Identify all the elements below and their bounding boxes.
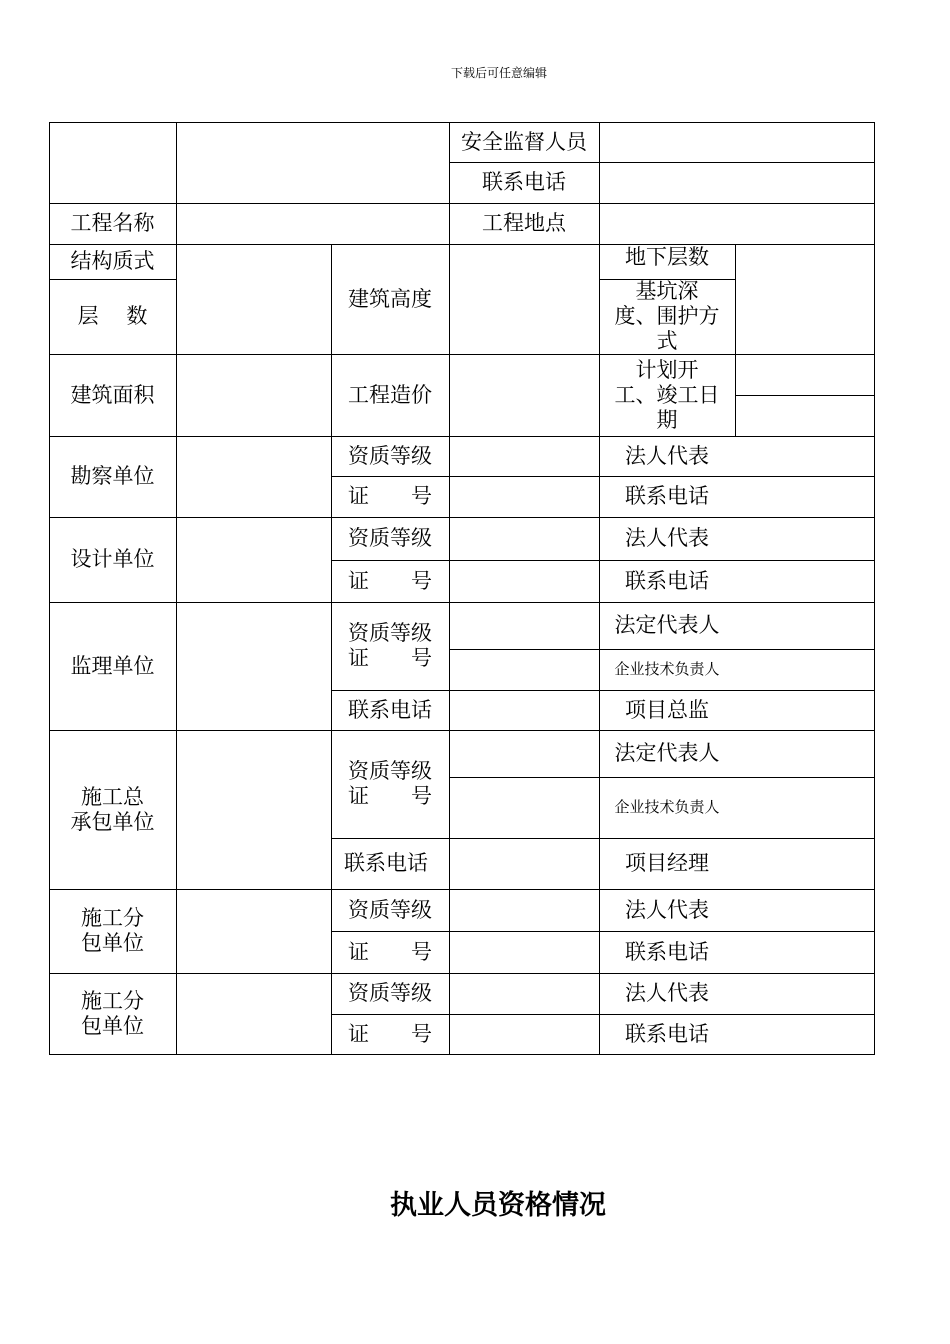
sub1-certificate-field[interactable]	[450, 932, 599, 973]
label-project-name: 工程名称	[70, 211, 155, 235]
subcontractor-1-field[interactable]	[177, 890, 331, 973]
label-qualification-level: 资质等级	[348, 981, 432, 1005]
label-chief-supervisor: 项目总监	[625, 697, 709, 722]
label-project-manager: 项目经理	[625, 851, 709, 875]
survey-certificate-field[interactable]	[450, 477, 599, 517]
contractor-tech-leader-field[interactable]	[736, 778, 874, 838]
survey-qualification-field[interactable]	[450, 437, 599, 476]
sub1-phone-field[interactable]	[736, 932, 874, 973]
project-cost-field[interactable]	[450, 355, 599, 436]
label-contact-phone: 联系电话	[625, 939, 709, 964]
project-manager-field[interactable]	[736, 839, 874, 889]
project-name-field[interactable]	[177, 204, 449, 244]
building-height-field[interactable]	[450, 245, 599, 354]
label-design-unit: 设计单位	[70, 547, 155, 571]
label-planned-dates: 计划开 工、竣工日 期	[614, 357, 720, 432]
label-contact-phone: 联系电话	[625, 568, 709, 593]
chief-supervisor-field[interactable]	[736, 691, 874, 730]
label-contact-phone: 联系电话	[348, 697, 432, 722]
supervision-phone-field[interactable]	[450, 691, 599, 730]
design-certificate-field[interactable]	[450, 561, 599, 602]
label-contact-phone: 联系电话	[344, 851, 428, 875]
design-qualification-field[interactable]	[450, 518, 599, 560]
label-certificate-no: 证 号	[348, 568, 432, 593]
label-subcontractor: 施工分 包单位	[81, 906, 144, 955]
header-note: 下载后可任意编辑	[450, 66, 547, 80]
design-phone-field[interactable]	[736, 561, 874, 602]
supervision-unit-field[interactable]	[177, 603, 331, 730]
contractor-phone-field[interactable]	[450, 839, 599, 889]
label-tech-leader: 企业技术负责人	[614, 660, 720, 678]
label-underground-floors: 地下层数	[625, 245, 709, 269]
label-legal-representative: 法人代表	[625, 981, 709, 1005]
label-statutory-representative: 法定代表人	[614, 613, 720, 637]
underground-pit-field[interactable]	[736, 245, 874, 354]
label-legal-representative: 法人代表	[625, 897, 709, 922]
label-general-contractor: 施工总 承包单位	[70, 784, 155, 834]
supervision-legal-rep-field[interactable]	[736, 603, 874, 649]
top-left-field[interactable]	[177, 123, 449, 203]
label-survey-unit: 勘察单位	[70, 464, 155, 488]
table-line	[49, 1054, 875, 1055]
sub2-certificate-field[interactable]	[450, 1015, 599, 1054]
label-legal-representative: 法人代表	[625, 443, 709, 468]
label-tech-leader: 企业技术负责人	[614, 798, 720, 816]
section-title: 执业人员资格情况	[390, 1190, 606, 1221]
label-building-height: 建筑高度	[348, 286, 432, 311]
design-unit-field[interactable]	[177, 518, 331, 602]
building-area-field[interactable]	[177, 355, 331, 436]
contact-phone-field[interactable]	[600, 163, 874, 203]
label-building-area: 建筑面积	[70, 382, 155, 407]
label-contact-phone: 联系电话	[625, 484, 709, 508]
label-qualification-and-certificate: 资质等级 证 号	[348, 759, 432, 808]
contractor-qualification-field[interactable]	[450, 731, 599, 777]
supervision-qualification-field[interactable]	[450, 603, 599, 649]
supervision-tech-leader-field[interactable]	[736, 650, 874, 690]
contractor-certificate-field[interactable]	[450, 778, 599, 838]
supervision-certificate-field[interactable]	[450, 650, 599, 690]
label-project-location: 工程地点	[482, 211, 566, 235]
label-qualification-level: 资质等级	[348, 897, 432, 922]
survey-legal-rep-field[interactable]	[736, 437, 874, 476]
label-safety-supervisor: 安全监督人员	[461, 129, 587, 154]
label-legal-representative: 法人代表	[625, 526, 709, 550]
sub2-phone-field[interactable]	[736, 1015, 874, 1054]
label-contact-phone: 联系电话	[482, 170, 566, 194]
safety-supervisor-field[interactable]	[600, 123, 874, 162]
sub2-legal-rep-field[interactable]	[736, 974, 874, 1014]
general-contractor-field[interactable]	[177, 731, 331, 889]
label-statutory-representative: 法定代表人	[614, 741, 720, 765]
label-project-cost: 工程造价	[348, 382, 432, 407]
label-certificate-no: 证 号	[348, 1021, 432, 1046]
label-structure-type: 结构质式	[70, 249, 155, 273]
label-subcontractor: 施工分 包单位	[81, 988, 144, 1038]
label-qualification-level: 资质等级	[348, 526, 432, 550]
sub1-qualification-field[interactable]	[450, 890, 599, 931]
planned-end-field[interactable]	[736, 396, 874, 436]
design-legal-rep-field[interactable]	[736, 518, 874, 560]
label-certificate-no: 证 号	[348, 939, 432, 964]
contractor-legal-rep-field[interactable]	[736, 731, 874, 777]
project-location-field[interactable]	[600, 204, 874, 244]
label-supervision-unit: 监理单位	[70, 653, 155, 678]
label-qualification-and-certificate: 资质等级 证 号	[348, 621, 432, 670]
label-qualification-level: 资质等级	[348, 443, 432, 468]
survey-phone-field[interactable]	[736, 477, 874, 517]
survey-unit-field[interactable]	[177, 437, 331, 517]
label-certificate-no: 证 号	[348, 484, 432, 508]
label-foundation-pit: 基坑深 度、围护方 式	[614, 279, 720, 353]
subcontractor-2-field[interactable]	[177, 974, 331, 1054]
table-line	[874, 122, 875, 1055]
planned-start-field[interactable]	[736, 355, 874, 395]
sub1-legal-rep-field[interactable]	[736, 890, 874, 931]
label-floors: 层 数	[77, 304, 148, 328]
sub2-qualification-field[interactable]	[450, 974, 599, 1014]
label-contact-phone: 联系电话	[625, 1021, 709, 1046]
structure-floors-field[interactable]	[177, 245, 331, 354]
